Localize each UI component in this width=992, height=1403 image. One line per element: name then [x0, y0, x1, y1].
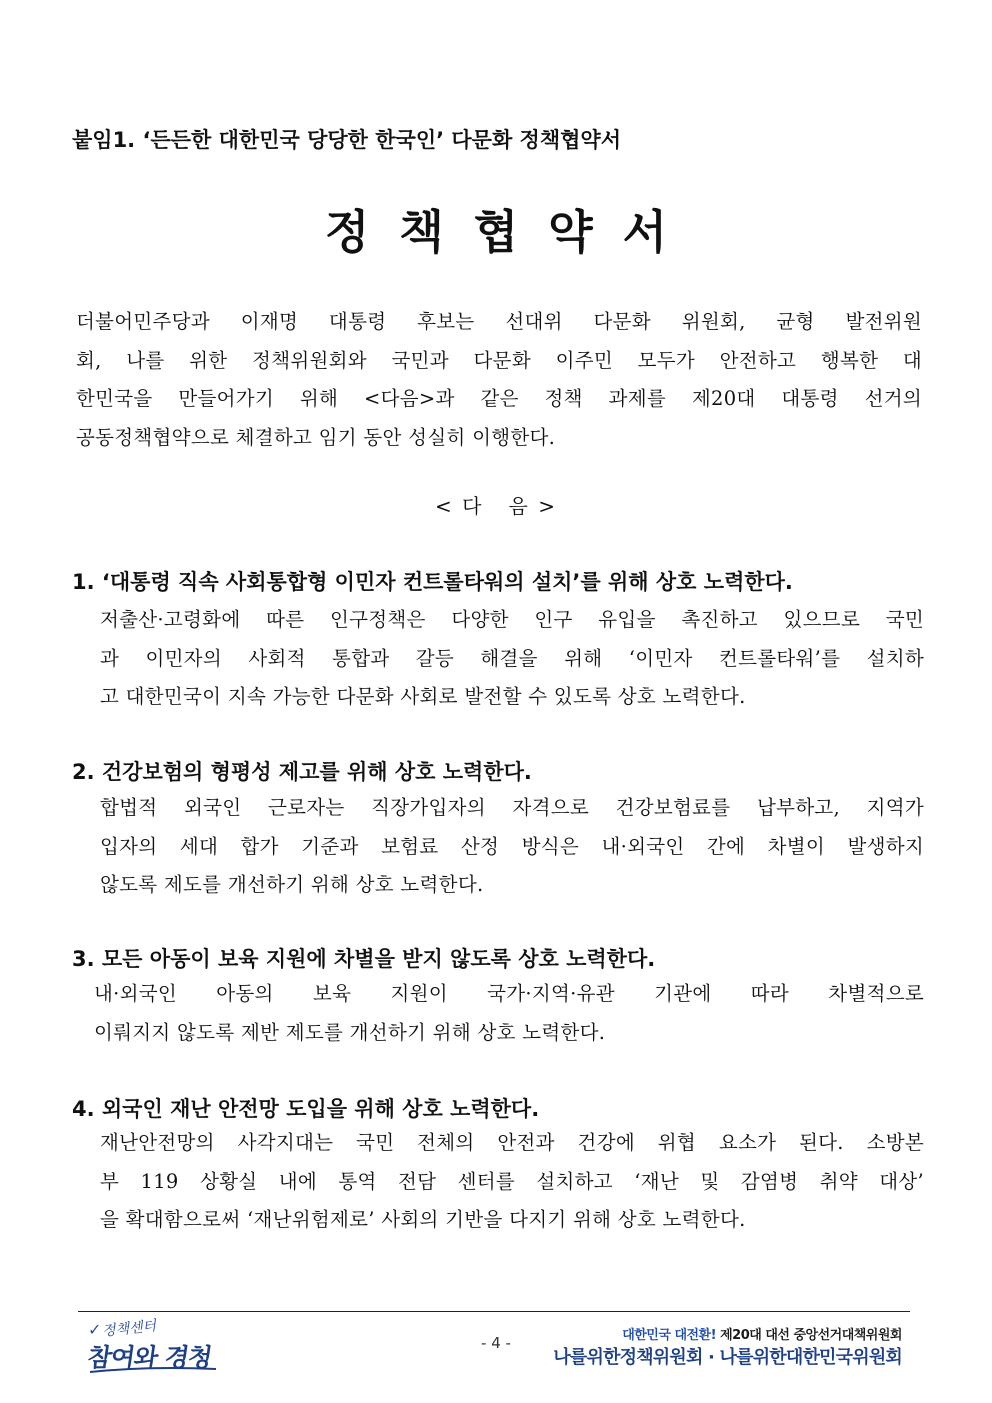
intro-paragraph [76, 303, 922, 457]
item-line: 않도록 제도를 개선하기 위해 상호 노력한다. [100, 873, 484, 896]
intro-line: 공동정책협약으로 체결하고 임기 동안 성실히 이행한다. [76, 425, 556, 449]
item-3-heading: 3. 모든 아동이 보육 지원에 차별을 받지 않도록 상호 노력한다. [72, 947, 656, 971]
item-1-heading: 1. ‘대통령 직속 사회통합형 이민자 컨트롤타워의 설치’를 위해 상호 노력한다. [72, 570, 793, 594]
page-number: - 4 - [481, 1334, 511, 1352]
item-line: 이뤄지지 않도록 제반 제도를 개선하기 위해 상호 노력한다. [94, 1020, 606, 1044]
item-line: 입자의 세대 합가 기준과 보험료 산정 방식은 내·외국인 간에 차별이 발생하지 [100, 834, 924, 858]
item-line: 부 119 상황실 내에 통역 전담 센터를 설치하고 ‘재난 및 감염병 취약 대상’ [100, 1169, 924, 1193]
item-2-body [100, 789, 924, 905]
intro-line: 더불어민주당과 이재명 대통령 후보는 선대위 다문화 위원회, 균형 발전위원 [76, 310, 922, 333]
next-label: < 다 음 > [435, 494, 557, 518]
document-title: 정책협약서 [324, 205, 698, 259]
item-line: 을 확대함으로써 ‘재난위험제로’ 사회의 기반을 다지기 위해 상호 노력한다. [100, 1208, 746, 1231]
committee-names: 나를위한정책위원회 · 나를위한대한민국위원회 [553, 1347, 902, 1368]
footer-divider [78, 1311, 910, 1312]
intro-line: 회, 나를 위한 정책위원회와 국민과 다문화 이주민 모두가 안전하고 행복한 대 [76, 348, 922, 372]
logo-main-text: 참여와 경청 [85, 1343, 214, 1372]
item-4-body [100, 1124, 924, 1240]
campaign-slogan: 대한민국 대전환! [622, 1328, 717, 1343]
item-2-heading: 2. 건강보험의 형평성 제고를 위해 상호 노력한다. [72, 760, 532, 784]
logo-swoosh-icon [88, 1366, 218, 1374]
item-4-heading: 4. 외국인 재난 안전망 도입을 위해 상호 노력한다. [72, 1097, 540, 1121]
item-line: 저출산·고령화에 따른 인구정책은 다양한 인구 유입을 촉진하고 있으므로 국민 [100, 608, 924, 631]
attachment-title: 붙임1. ‘든든한 대한민국 당당한 한국인’ 다문화 정책협약서 [72, 128, 621, 152]
item-line: 재난안전망의 사각지대는 국민 전체의 안전과 건강에 위협 요소가 된다. 소방본 [100, 1131, 924, 1154]
intro-line: 한민국을 만들어가기 위해 <다음>과 같은 정책 과제를 제20대 대통령 선거의 [76, 387, 922, 410]
item-line: 내·외국인 아동의 보육 지원이 국가·지역·유관 기관에 따라 차별적으로 [94, 982, 924, 1005]
checkmark-icon: ✓ [88, 1320, 102, 1339]
item-line: 과 이민자의 사회적 통합과 갈등 해결을 위해 ‘이민자 컨트롤타워’를 설치하 [100, 646, 924, 670]
committee-name: 제20대 대선 중앙선거대책위원회 [716, 1328, 902, 1343]
item-line: 고 대한민국이 지속 가능한 다문화 사회로 발전할 수 있도록 상호 노력한다. [100, 685, 746, 708]
campaign-committee [622, 1324, 902, 1343]
item-3-body [94, 975, 924, 1052]
item-1-body [100, 601, 924, 717]
item-line: 합법적 외국인 근로자는 직장가입자의 자격으로 건강보험료를 납부하고, 지역가 [100, 796, 924, 819]
logo-script-text: 정책센터 [101, 1318, 157, 1340]
